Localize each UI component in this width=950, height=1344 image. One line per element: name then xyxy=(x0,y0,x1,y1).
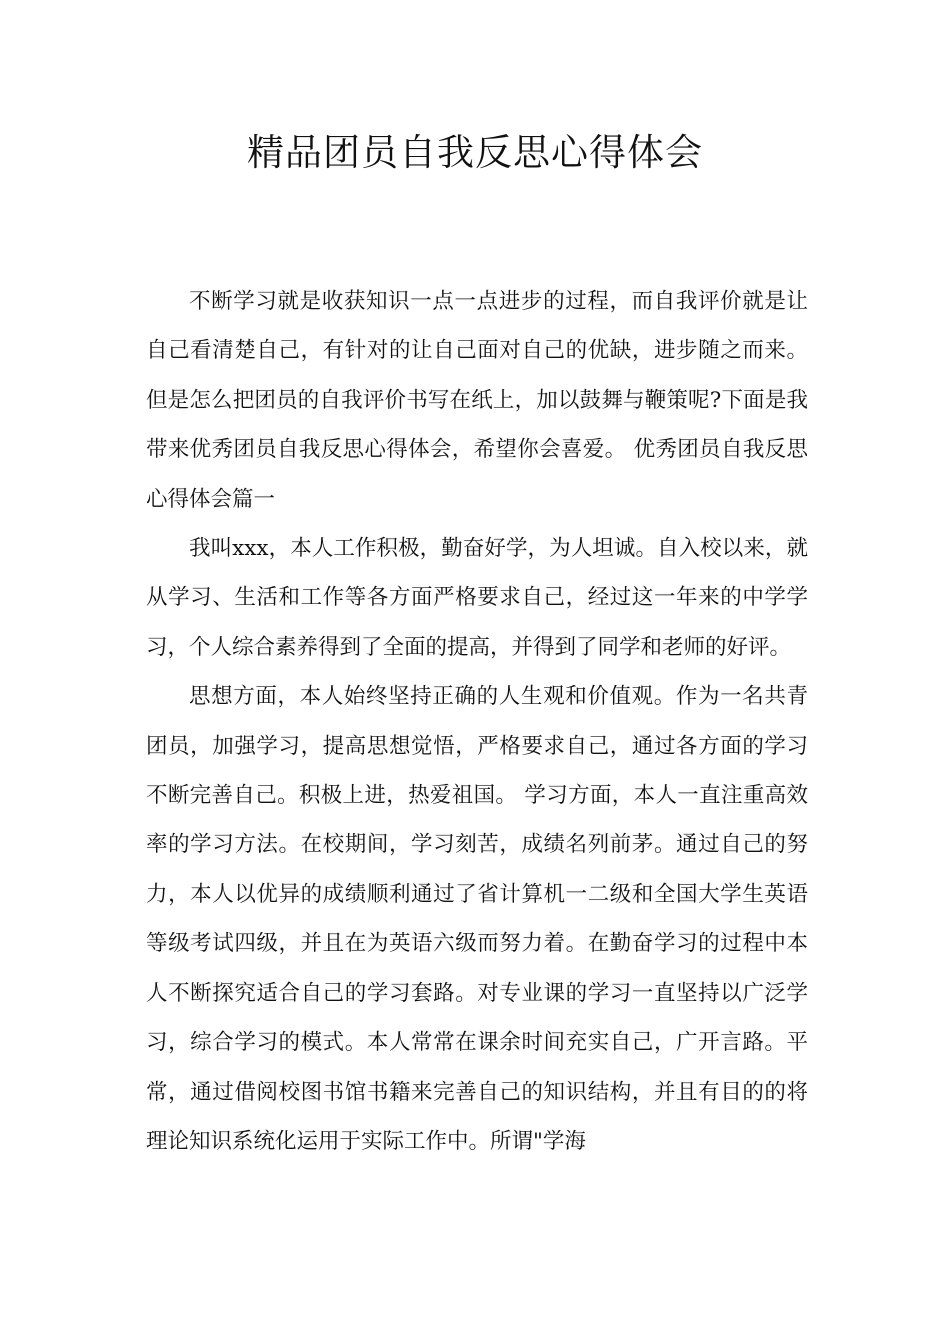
document-body xyxy=(146,277,808,1166)
paragraph-thought-and-study: 思想方面，本人始终坚持正确的人生观和价值观。作为一名共青团员，加强学习，提高思想觉悟，严格要求自己，通过各方面的学习不断完善自己。积极上进，热爱祖国。 学习方面，本人一直注重高效率的学习方法。在校期间，学习刻苦，成绩名列前茅。通过自己的努力，本人以优异的成绩顺利通过了省计算机一二级和全国大学生英语等级考试四级，并且在为英语六级而努力着。在勤奋学习的过程中本人不断探究适合自己的学习套路。对专业课的学习一直坚持以广泛学习，综合学习的模式。本人常常在课余时间充实自己，广开言路。平常，通过借阅校图书馆书籍来完善自己的知识结构，并且有目的的将理论知识系统化运用于实际工作中。所谓"学海 xyxy=(146,684,808,1154)
document-title: 精品团员自我反思心得体会 xyxy=(247,131,703,174)
paragraph-self-introduction: 我叫xxx，本人工作积极，勤奋好学，为人坦诚。自入校以来，就从学习、生活和工作等各方面严格要求自己，经过这一年来的中学学习，个人综合素养得到了全面的提高，并得到了同学和老师的好评。 xyxy=(146,536,808,660)
paragraph-intro: 不断学习就是收获知识一点一点进步的过程，而自我评价就是让自己看清楚自己，有针对的让自己面对自己的优缺，进步随之而来。但是怎么把团员的自我评价书写在纸上，加以鼓舞与鞭策呢?下面是我带来优秀团员自我反思心得体会，希望你会喜爱。 优秀团员自我反思心得体会篇一 xyxy=(146,289,808,512)
